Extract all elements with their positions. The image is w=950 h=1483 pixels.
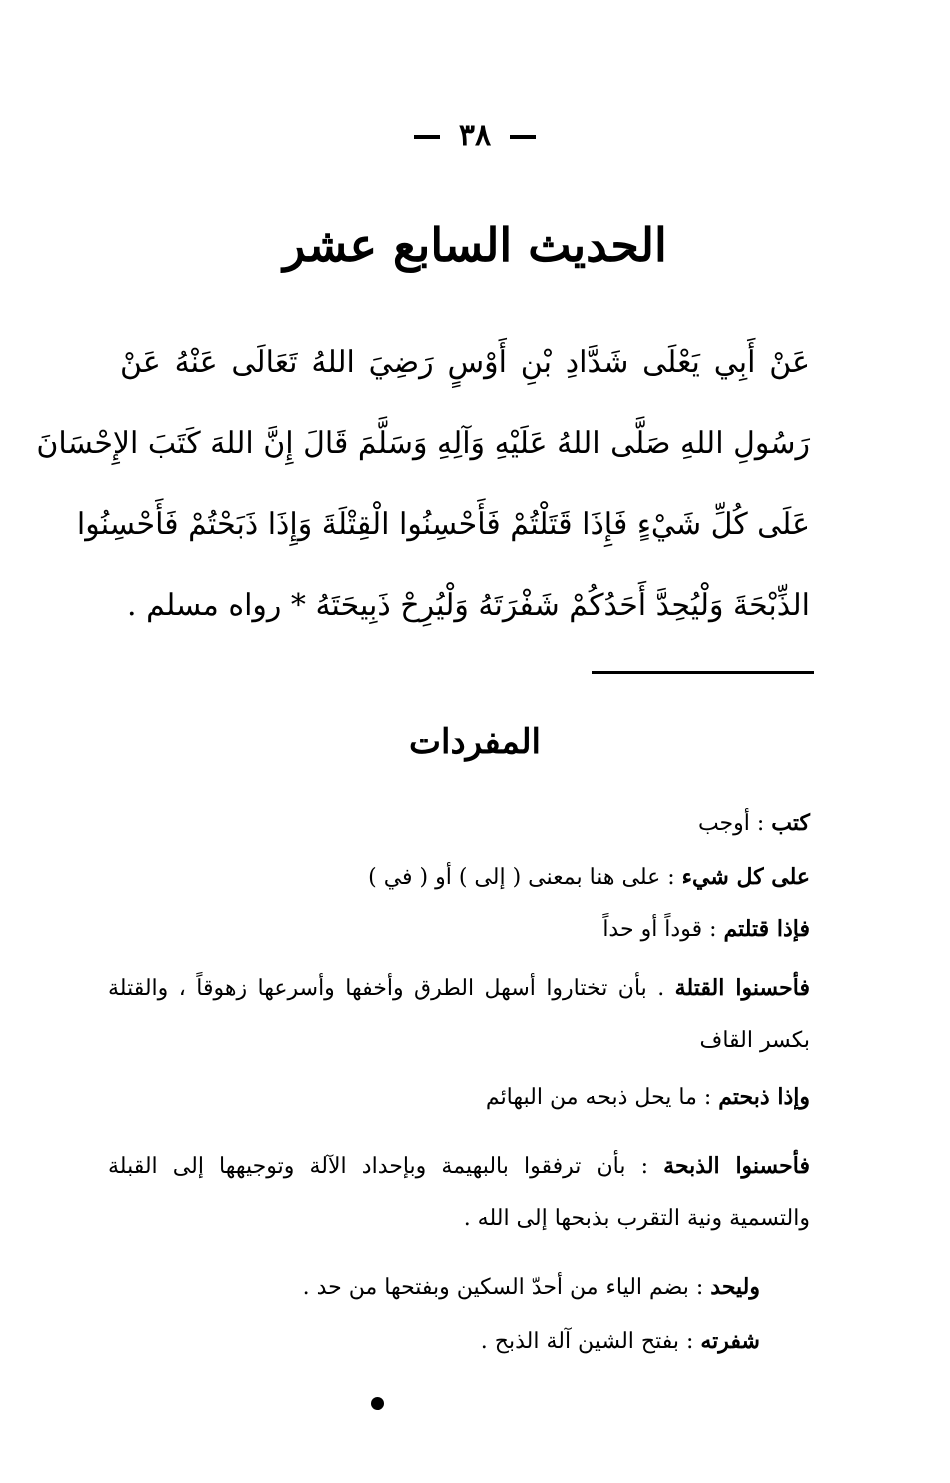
vocabulary-term: فأحسنوا القتلة xyxy=(674,975,810,1001)
page-number-value: ٣٨ xyxy=(458,118,492,153)
vocabulary-entry xyxy=(486,1084,810,1110)
vocabulary-definition: : على هنا بمعنى ( إلى ) أو ( في ) xyxy=(368,865,682,890)
vocabulary-term: وإذا ذبحتم xyxy=(718,1084,810,1110)
vocabulary-definition: : بفتح الشين آلة الذبح . xyxy=(480,1329,701,1354)
vocabulary-entry xyxy=(303,1274,760,1300)
page-number-dash-left xyxy=(414,135,440,139)
vocabulary-term: كتب xyxy=(771,810,810,836)
vocabulary-definition: : أوجب xyxy=(697,811,772,836)
vocabulary-term: وليحد xyxy=(710,1274,760,1300)
hadith-line: رَسُولِ اللهِ صَلَّى اللهُ عَلَيْهِ وَآلِهِ وَسَلَّمَ قَالَ إِنَّ اللهَ كَتَبَ الإِحْسَانَ xyxy=(36,426,810,461)
vocabulary-term: على كل شيء xyxy=(681,864,810,890)
vocabulary-entry xyxy=(368,864,810,890)
vocabulary-definition: . بأن تختاروا أسهل الطرق وأخفها وأسرعها زهوقاً ، والقتلة بكسر القاف xyxy=(108,976,810,1053)
vocabulary-term: فأحسنوا الذبحة xyxy=(663,1153,811,1179)
hadith-line: عَلَى كُلِّ شَيْءٍ فَإِذَا قَتَلْتُمْ فَأَحْسِنُوا الْقِتْلَةَ وَإِذَا ذَبَحْتُمْ فَأَحْسِنُوا xyxy=(76,507,810,542)
vocabulary-title: المفردات xyxy=(408,722,541,762)
section-divider xyxy=(592,671,814,674)
hadith-line: عَنْ أَبِي يَعْلَى شَدَّادِ بْنِ أَوْسٍ رَضِيَ اللهُ تَعَالَى عَنْهُ عَنْ xyxy=(120,345,810,380)
vocabulary-term: شفرته xyxy=(700,1328,760,1354)
vocabulary-definition: : بضم الياء من أحدّ السكين وبفتحها من حد . xyxy=(302,1275,711,1300)
vocabulary-entry xyxy=(602,916,810,942)
hadith-text xyxy=(36,322,810,646)
page-number-dash-right xyxy=(510,135,536,139)
vocabulary-entry xyxy=(481,1328,760,1354)
vocabulary-definition: : بأن ترفقوا بالبهيمة وبإحداد الآلة وتوجيهها إلى القبلة والتسمية ونية التقرب بذبحها إلى الله . xyxy=(108,1154,810,1231)
hadith-title: الحديث السابع عشر xyxy=(283,218,667,272)
vocabulary-entry xyxy=(108,1140,810,1245)
vocabulary-entry xyxy=(698,810,810,836)
end-mark-dot xyxy=(371,1397,384,1410)
page-number xyxy=(0,118,950,153)
vocabulary-term: فإذا قتلتم xyxy=(723,916,810,942)
vocabulary-definition: : قوداً أو حداً xyxy=(602,917,724,942)
vocabulary-entry xyxy=(108,962,810,1067)
hadith-line: الذِّبْحَةَ وَلْيُحِدَّ أَحَدُكُمْ شَفْرَتَهُ وَلْيُرِحْ ذَبِيحَتَهُ * رواه مسلم . xyxy=(127,588,810,623)
vocabulary-definition: : ما يحل ذبحه من البهائم xyxy=(485,1085,719,1110)
